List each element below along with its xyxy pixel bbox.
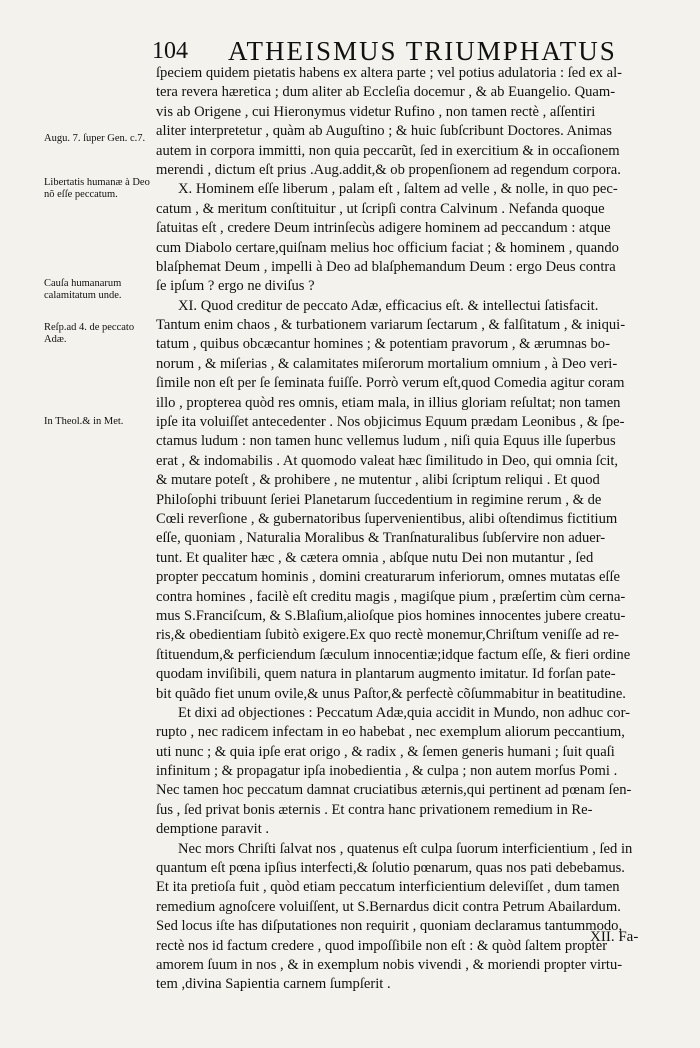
- text-line: catum , & meritum conſtituitur , ut ſcripſi contra Calvinum . Nefanda quoque: [156, 200, 605, 217]
- text-line: aliter interpretetur , quàm ab Auguſtino ; & huic ſubſcribunt Doctores. Animas: [156, 123, 612, 140]
- text-line: rupto , nec radicem infectam in eo habebat , nec exemplum aliorum peccantium,: [156, 724, 625, 741]
- text-line: XI. Quod creditur de peccato Adæ, efficacius eſt. & intellectui ſatisfacit.: [178, 297, 599, 314]
- text-line: Et dixi ad objectiones : Peccatum Adæ,quia accidit in Mundo, non adhuc cor-: [178, 704, 631, 721]
- text-line: erat , & indomabilis . At quomodo valeat hæc ſimilitudo in Deo, qui omnia ſcit,: [156, 452, 619, 469]
- text-line: ſe ipſum ? ergo ne diviſus ?: [156, 278, 315, 295]
- text-line: Tantum enim chaos , & turbationem variarum ſectarum , & falſitatum , & iniqui-: [156, 317, 626, 334]
- running-title: ATHEISMUS TRIUMPHATUS: [228, 36, 617, 66]
- side-note: In Theol.& in Met.: [44, 416, 124, 427]
- text-line: ſpeciem quidem pietatis habens ex altera parte ; vel potius adulatoria : ſed ex al-: [156, 65, 623, 81]
- page-header: [152, 36, 652, 66]
- text-line: uti nunc ; & quia ipſe erat origo , & radix , & ſemen generis humani ; ſuit quaſi: [156, 743, 615, 760]
- text-line: infinitum ; & propagatur ipſa inobedientia , & culpa ; non autem morſus Pomi .: [156, 763, 618, 780]
- text-line: rectè nos id factum credere , quod impoſſibile non eſt : & quòd ſaltem propter: [156, 937, 608, 954]
- text-line: quodam inviſibili, quem natura in plantarum augmento imitatur. Id forſan pate-: [156, 666, 616, 683]
- page-number: 104: [152, 38, 188, 64]
- text-line: ſus , ſed privat bonis æternis . Et contra hanc privationem remedium in Re-: [156, 801, 593, 818]
- text-line: ctamus ludum : non tamen hunc vellemus ludum , niſi quia Equus ille ſuperbus: [156, 433, 616, 450]
- text-line: Nec tamen hoc peccatum damnat cruciatibus æternis,qui pertinent ad pœnam ſen-: [156, 782, 632, 799]
- text-line: tatum , quibus obcæcantur homines ; & potentiam pravorum , & ærumnas bo-: [156, 336, 610, 353]
- text-line: Nec mors Chriſti ſalvat nos , quatenus eſt culpa ſuorum interficientium , ſed in: [178, 840, 633, 857]
- text-line: ris,& obedientiam ſubitò exigere.Ex quo rectè monemur,Chriſtum veniſſe ad re-: [156, 627, 620, 644]
- text-line: Cœli reverſione , & gubernatoribus ſupervenientibus, alibi oſtendimus fictitium: [156, 510, 618, 527]
- side-note: Augu. 7. ſuper Gen. c.7.: [44, 133, 146, 144]
- text-line: amorem ſuum in nos , & in exemplum nobis vivendi , & moriendi propter virtu-: [156, 956, 623, 973]
- text-line: quantum eſt pœna ipſius interfecti,& ſolutio pœnarum, quas nos pati debebamus.: [156, 860, 625, 877]
- text-line: tunt. Et qualiter hæc , & cætera omnia , abſque nutu Dei non mutantur , ſed: [156, 549, 594, 566]
- text-line: tera revera hæretica ; dum aliter ab Eccleſia docemur , & ab Euangelio. Quam-: [156, 84, 616, 101]
- text-line: remedium agnoſcere voluiſſent, ut S.Bernardus dicit contra Petrum Abailardum.: [156, 898, 621, 915]
- text-line: ſimile non eſt per ſe ſeminata fuiſſe. Porrò verum eſt,quod Comedia agitur coram: [156, 375, 625, 392]
- text-line: merendi , dictum eſt prius .Aug.addit,& ob propenſionem ad regendum corpora.: [156, 161, 621, 178]
- text-line: contra homines , facilè eſt creditu magis , magiſque pium , præſertim cùm cerna-: [156, 588, 626, 605]
- text-line: vis ab Origene , cui Hieronymus videtur Rufino , non tamen rectè , aſſentiri: [156, 103, 596, 120]
- text-line: & mutare poteſt , & prohibere , ne mutentur , alibi ſcriptum reliqui . Et quod: [156, 472, 600, 489]
- text-line: autem in corpora immitti, non quia peccarũt, ſed in exercitium & in occaſionem: [156, 142, 620, 159]
- text-line: tem ,divina Sapientia carnem ſumpſerit .: [156, 976, 391, 993]
- text-line: bit quãdo fiet unum ovile,& unus Paſtor,& perfectè cõſummabitur in beatitudine.: [156, 685, 626, 702]
- text-line: Philoſophi tribuunt ſeriei Planetarum ſuccedentium in regimine rerum , & de: [156, 491, 602, 508]
- catchword: XII. Fa-: [590, 929, 639, 945]
- text-line: X. Hominem eſſe liberum , palam eſt , ſaltem ad velle , & nolle, in quo pec-: [178, 181, 618, 198]
- side-note: Reſp.ad 4. de peccato Adæ.: [44, 322, 135, 345]
- side-note: Libertatis humanæ à Deo nõ eſſe peccatum.: [44, 177, 150, 200]
- text-line: cum Diabolo certare,quiſnam melius hoc officium faciat ; & hominem , quando: [156, 239, 619, 256]
- side-note: Cauſa humanarum calamitatum unde.: [44, 278, 122, 301]
- text-line: propter peccatum hominis , domini creaturarum inferiorum, omnes mutatas eſſe: [156, 569, 621, 586]
- text-line: eſſe, quoniam , Naturalia Moralibus & Tranſnaturalibus ſubſervire non aduer-: [156, 530, 606, 547]
- text-line: ipſe ita voluiſſet antecedenter . Nos objicimus Equum prædam Leonibus , & ſpe-: [156, 414, 625, 431]
- text-line: Et ita pretioſa fuit , quòd etiam peccatum interficientium deleviſſet , dum tamen: [156, 879, 620, 896]
- main-text: [156, 64, 676, 995]
- text-line: ſtituendum,& perficiendum ſæculum innocentiæ;idque factum eſſe, & fieri ordine: [156, 646, 631, 663]
- text-line: Sed locus iſte has diſputationes non requirit , quoniam declaramus tantummodo,: [156, 918, 623, 935]
- text-line: demptione paravit .: [156, 821, 270, 838]
- text-line: illo , propterea quòd res omnis, etiam mala, in illius gloriam reſultat; non tamen: [156, 394, 621, 411]
- text-line: ſatuitas eſt , credere Deum intrinſecùs adigere hominem ad peccandum : atque: [156, 220, 611, 237]
- text-line: norum , & miſerias , & calamitates miſerorum mortalium omnium , à Deo veri-: [156, 355, 618, 372]
- text-line: blaſphemat Deum , impelli à Deo ad blaſphemandum Deum : ergo Deus contra: [156, 258, 616, 275]
- text-line: mus S.Franciſcum, & S.Blaſium,alioſque pios homines innocentes jubere creatu-: [156, 607, 626, 624]
